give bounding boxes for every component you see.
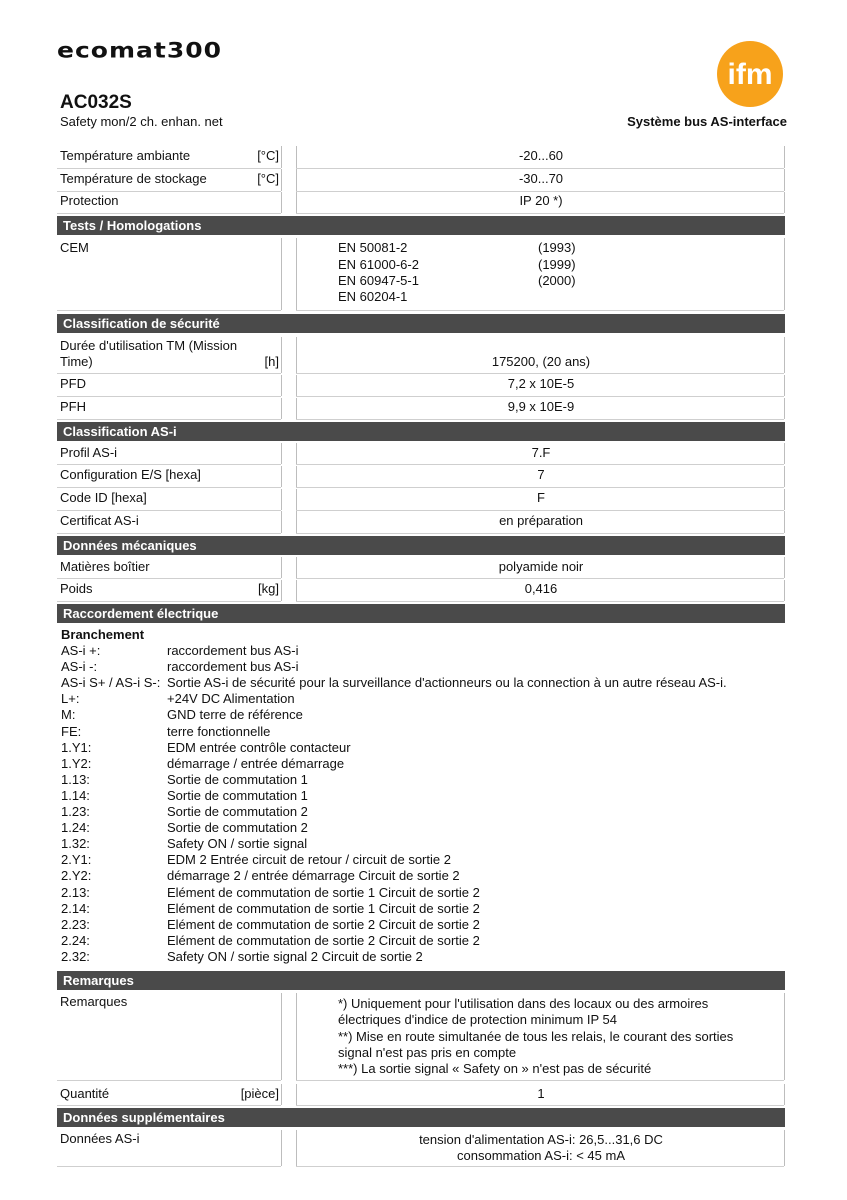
section-remarks: Remarques: [57, 971, 785, 990]
column-divider: [296, 443, 297, 464]
column-divider: [296, 993, 297, 1080]
connection-description: démarrage / entrée démarrage: [167, 755, 345, 771]
connection-description: Elément de commutation de sortie 1 Circuit de sortie 2: [167, 900, 480, 916]
column-divider: [281, 1084, 282, 1105]
ifm-logo: [716, 40, 784, 108]
row-rule: [57, 510, 281, 511]
connection-description: Elément de commutation de sortie 2 Circuit de sortie 2: [167, 932, 480, 948]
row-rule: [296, 310, 784, 311]
spec-label: PFD: [60, 376, 86, 391]
cem-year: (1993): [538, 240, 576, 255]
column-divider: [296, 580, 297, 601]
connection-terminal: M:: [61, 707, 76, 723]
connection-description: Sortie de commutation 1: [167, 787, 308, 803]
spec-value: 0,416: [524, 581, 558, 596]
column-divider: [281, 511, 282, 533]
spec-unit: [pièce]: [240, 1086, 279, 1101]
column-divider: [784, 337, 785, 373]
section-extra: Données supplémentaires: [57, 1108, 785, 1127]
row-rule: [296, 191, 784, 192]
spec-label: Configuration E/S [hexa]: [60, 467, 201, 482]
connection-terminal: AS-i -:: [61, 659, 98, 675]
column-divider: [281, 375, 282, 396]
connection-terminal: 2.Y1:: [61, 852, 92, 868]
column-divider: [784, 1084, 785, 1105]
section-asi: Classification AS-i: [57, 422, 785, 441]
connection-description: démarrage 2 / entrée démarrage Circuit de sortie 2: [167, 868, 460, 884]
column-divider: [281, 337, 282, 373]
column-divider: [784, 1130, 785, 1166]
spec-unit: [h]: [264, 354, 279, 369]
column-divider: [296, 1130, 297, 1166]
connection-terminal: 2.13:: [61, 884, 90, 900]
spec-label: Température de stockage: [60, 171, 207, 186]
system-title: Système bus AS-interface: [627, 114, 787, 129]
column-divider: [296, 375, 297, 396]
column-divider: [281, 146, 282, 168]
spec-value: F: [537, 490, 545, 505]
cem-standard: EN 50081-2: [338, 240, 408, 255]
column-divider: [784, 580, 785, 601]
spec-label: Quantité: [60, 1086, 110, 1101]
connection-description: Safety ON / sortie signal: [167, 836, 308, 852]
column-divider: [281, 192, 282, 213]
column-divider: [784, 192, 785, 213]
connection-terminal: 1.14:: [61, 787, 90, 803]
spec-value: 175200, (20 ans): [491, 354, 591, 369]
column-divider: [784, 443, 785, 464]
spec-label: PFH: [60, 399, 86, 414]
asi-data-line: tension d'alimentation AS-i: 26,5...31,6 DC: [419, 1132, 663, 1147]
spec-label: Profil AS-i: [60, 445, 118, 460]
row-rule: [296, 487, 784, 488]
row-rule: [57, 533, 281, 534]
row-rule: [57, 464, 281, 465]
ecomat300-logo: ecomat300: [57, 38, 223, 63]
column-divider: [296, 557, 297, 578]
column-divider: [784, 993, 785, 1080]
connection-terminal: 2.32:: [61, 948, 90, 964]
column-divider: [784, 375, 785, 396]
connection-terminal: 1.24:: [61, 820, 90, 836]
column-divider: [784, 238, 785, 310]
connection-description: GND terre de référence: [167, 707, 303, 723]
connection-terminal: 1.13:: [61, 771, 90, 787]
connection-description: Sortie de commutation 1: [167, 771, 308, 787]
connection-terminal: 2.23:: [61, 916, 90, 932]
row-rule: [296, 419, 784, 420]
spec-value: en préparation: [499, 513, 583, 528]
row-rule: [57, 1105, 281, 1106]
spec-label: Poids: [60, 581, 93, 596]
connection-description: EDM entrée contrôle contacteur: [167, 739, 351, 755]
spec-value: 7: [537, 467, 545, 482]
spec-label: Température ambiante: [60, 148, 191, 163]
connection-terminal: AS-i +:: [61, 643, 101, 658]
column-divider: [296, 238, 297, 310]
spec-value: polyamide noir: [498, 559, 584, 574]
column-divider: [296, 511, 297, 533]
section-mechanical: Données mécaniques: [57, 536, 785, 555]
row-rule: [296, 1166, 784, 1167]
column-divider: [281, 466, 282, 487]
remark-line: *) Uniquement pour l'utilisation dans des locaux ou des armoires: [338, 996, 709, 1011]
connection-subtitle: Branchement: [61, 627, 145, 642]
row-rule: [296, 168, 784, 169]
connection-description: Elément de commutation de sortie 2 Circuit de sortie 2: [167, 916, 480, 932]
row-rule: [296, 601, 784, 602]
cem-year: (1999): [538, 257, 576, 272]
asi-data-line: consommation AS-i: < 45 mA: [457, 1148, 625, 1163]
row-rule: [296, 396, 784, 397]
column-divider: [296, 489, 297, 510]
column-divider: [784, 146, 785, 168]
column-divider: [296, 169, 297, 191]
row-rule: [57, 373, 281, 374]
row-rule: [296, 1080, 784, 1081]
row-rule: [296, 578, 784, 579]
connection-terminal: 1.Y1:: [61, 739, 92, 755]
row-rule: [57, 487, 281, 488]
spec-value: -30...70: [518, 171, 564, 186]
connection-description: Safety ON / sortie signal 2 Circuit de sortie 2: [167, 948, 423, 964]
spec-label: Remarques: [60, 994, 128, 1009]
column-divider: [784, 557, 785, 578]
row-rule: [57, 168, 281, 169]
spec-label: Code ID [hexa]: [60, 490, 147, 505]
connection-description: +24V DC Alimentation: [167, 691, 295, 707]
column-divider: [296, 337, 297, 373]
section-safety: Classification de sécurité: [57, 314, 785, 333]
column-divider: [784, 169, 785, 191]
connection-terminal: 2.Y2:: [61, 868, 92, 884]
cem-standard: EN 60204-1: [338, 289, 408, 304]
connection-terminal: 2.14:: [61, 900, 90, 916]
connection-description: terre fonctionnelle: [167, 723, 271, 739]
cem-standard: EN 60947-5-1: [338, 273, 419, 288]
row-rule: [57, 213, 281, 214]
spec-value: IP 20 *): [519, 193, 563, 208]
column-divider: [784, 398, 785, 419]
connection-description: Sortie de commutation 2: [167, 804, 308, 819]
row-rule: [57, 578, 281, 579]
spec-label: Durée d'utilisation TM (Mission Time): [60, 338, 238, 369]
connection-description: EDM 2 Entrée circuit de retour / circuit de sortie 2: [167, 852, 451, 868]
ifm-logo-text: ifm: [727, 58, 773, 91]
spec-label: Matières boîtier: [60, 559, 150, 574]
connection-description: raccordement bus AS-i: [167, 659, 299, 675]
column-divider: [281, 489, 282, 510]
connection-terminal: FE:: [61, 723, 82, 739]
row-rule: [296, 533, 784, 534]
remark-line: ***) La sortie signal « Safety on » n'est pas de sécurité: [338, 1061, 652, 1076]
connection-terminal: 1.23:: [61, 804, 90, 819]
column-divider: [281, 1130, 282, 1166]
column-divider: [784, 511, 785, 533]
column-divider: [281, 398, 282, 419]
spec-unit: [°C]: [257, 148, 279, 163]
spec-label: Certificat AS-i: [60, 513, 139, 528]
row-rule: [57, 396, 281, 397]
row-rule: [57, 601, 281, 602]
cem-standard: EN 61000-6-2: [338, 257, 419, 272]
column-divider: [281, 557, 282, 578]
column-divider: [784, 466, 785, 487]
connection-terminal: 1.Y2:: [61, 755, 92, 771]
connection-terminal: L+:: [61, 691, 80, 707]
remark-line: électriques d'indice de protection minimum IP 54: [338, 1012, 617, 1027]
row-rule: [296, 373, 784, 374]
connection-description: Elément de commutation de sortie 1 Circuit de sortie 2: [167, 884, 480, 900]
row-rule: [296, 464, 784, 465]
spec-label: Données AS-i: [60, 1131, 140, 1146]
spec-label: CEM: [60, 240, 89, 255]
column-divider: [281, 443, 282, 464]
connection-description: raccordement bus AS-i: [167, 643, 299, 658]
row-rule: [57, 1080, 281, 1081]
column-divider: [281, 238, 282, 310]
connection-description: Sortie AS-i de sécurité pour la surveillance d'actionneurs ou la connection à un autre réseau AS-i.: [167, 675, 727, 691]
spec-unit: [kg]: [258, 581, 279, 596]
remark-line: **) Mise en route simultanée de tous les relais, le courant des sorties: [338, 1029, 734, 1044]
row-rule: [57, 1166, 281, 1167]
row-rule: [57, 419, 281, 420]
spec-value: 7,2 x 10E-5: [507, 376, 575, 391]
column-divider: [281, 580, 282, 601]
column-divider: [296, 466, 297, 487]
connection-terminal: AS-i S+ / AS-i S-:: [61, 675, 161, 691]
cem-year: (2000): [538, 273, 576, 288]
column-divider: [296, 192, 297, 213]
connection-terminal: 1.32:: [61, 836, 90, 852]
spec-value: -20...60: [518, 148, 564, 163]
spec-value: 9,9 x 10E-9: [507, 399, 575, 414]
row-rule: [296, 1105, 784, 1106]
section-tests: Tests / Homologations: [57, 216, 785, 235]
connection-description: Sortie de commutation 2: [167, 820, 308, 836]
spec-value: 7.F: [531, 445, 551, 460]
spec-unit: [°C]: [257, 171, 279, 186]
column-divider: [296, 1084, 297, 1105]
section-electrical: Raccordement électrique: [57, 604, 785, 623]
product-code: AC032S: [60, 92, 132, 113]
spec-value: 1: [537, 1086, 545, 1101]
column-divider: [784, 489, 785, 510]
row-rule: [296, 213, 784, 214]
connection-terminal: 2.24:: [61, 932, 90, 948]
column-divider: [281, 169, 282, 191]
row-rule: [57, 191, 281, 192]
remark-line: signal n'est pas pris en compte: [338, 1045, 517, 1060]
column-divider: [296, 398, 297, 419]
spec-label: Protection: [60, 193, 119, 208]
product-description: Safety mon/2 ch. enhan. net: [60, 114, 223, 129]
row-rule: [296, 510, 784, 511]
row-rule: [57, 310, 281, 311]
column-divider: [281, 993, 282, 1080]
column-divider: [296, 146, 297, 168]
